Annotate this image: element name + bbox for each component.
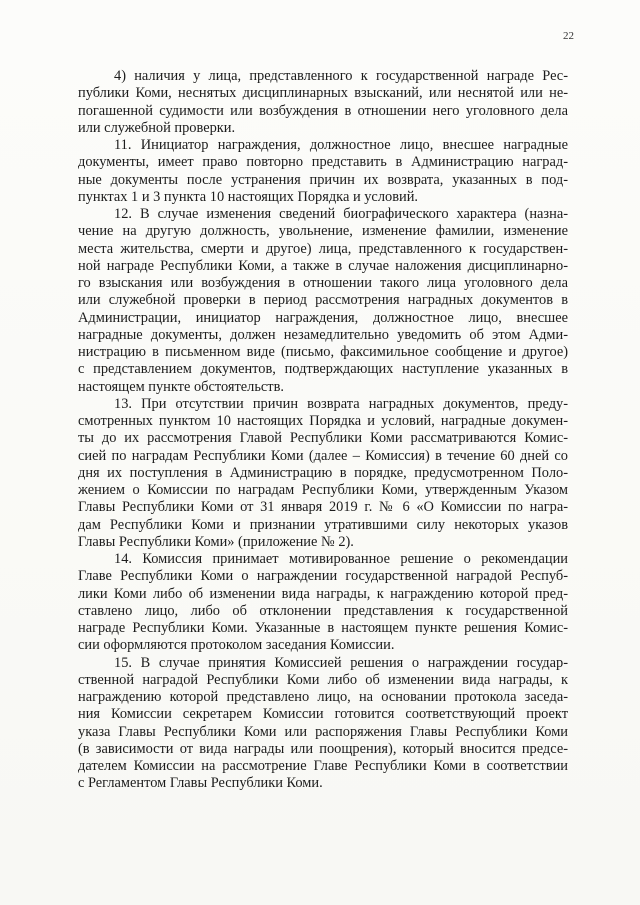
text-line: или служебной проверки. [78, 119, 236, 136]
text-line: сии оформляются протоколом заседания Комиссии. [78, 637, 395, 654]
text-line: смотренных пунктом 10 настоящих Порядка и условий, наградные докумен- [78, 413, 568, 429]
text-line: с Регламентом Главы Республики Коми. [78, 775, 323, 792]
text-line: Администрации, инициатор награждения, должностное лицо, внесшее [78, 309, 568, 326]
text-line: Главы Республики Коми от 31 января 2019 г. № 6 «О Комиссии по награ- [78, 499, 568, 516]
text-line: сией по наградам Республики Коми (далее – Комиссия) в течение 60 дней со [78, 447, 568, 464]
text-line: настоящем пункте обстоятельств. [78, 378, 284, 395]
text-line: указа Главы Республики Коми или распоряжения Главы Республики Коми [78, 723, 568, 740]
text-line: жением о Комиссии по наградам Республики Коми, утвержденным Указом [78, 482, 568, 498]
paragraph-first-line: 12. В случае изменения сведений биографического характера (назна- [114, 206, 568, 222]
paragraph-first-line: 13. При отсутствии причин возврата наградных документов, преду- [114, 395, 568, 412]
text-line: публики Коми, неснятых дисциплинарных взысканий, или неснятой или не- [78, 85, 568, 102]
text-line: документы, имеет право повторно представить в Администрацию наград- [78, 154, 568, 171]
text-line: с представлением документов, подтверждающих наступление указанных в [78, 361, 568, 378]
text-line: го взыскания или возбуждения в отношении такого лица уголовного дела [78, 275, 568, 291]
text-line: пунктах 1 и 3 пункта 10 настоящих Порядка и условий. [78, 188, 418, 205]
paragraph-first-line: 15. В случае принятия Комиссией решения о награждении государ- [114, 654, 568, 671]
text-line: ния Комиссии секретарем Комиссии готовится соответствующий проект [78, 706, 568, 723]
text-line: чение на другую должность, увольнение, изменение фамилии, изменение [78, 223, 568, 240]
text-line: награде Республики Коми. Указанные в настоящем пункте решения Комис- [78, 620, 568, 636]
text-line: или служебной проверки в период рассмотрения наградных документов в [78, 292, 568, 309]
text-line: награждению которой представлено лицо, на основании протокола заседа- [78, 689, 568, 705]
text-line: дателем Комиссии на рассмотрение Главе Республики Коми в соответствии [78, 758, 568, 774]
paragraph-first-line: 4) наличия у лица, представленного к государственной награде Рес- [114, 68, 568, 84]
text-line: Главе Республики Коми о награждении государственной наградой Респуб- [78, 568, 568, 585]
text-line: (в зависимости от вида награды или поощрения), который вносится предсе- [78, 740, 568, 757]
paragraph-first-line: 11. Инициатор награждения, должностное лицо, внесшее наградные [114, 137, 568, 153]
text-line: дня их поступления в Администрацию в порядке, предусмотренном Поло- [78, 464, 568, 481]
text-line: лики Коми либо об изменении вида награды, к награждению которой пред- [78, 585, 568, 602]
page-number: 22 [563, 30, 574, 42]
text-line: Главы Республики Коми» (приложение № 2). [78, 533, 354, 550]
text-line: наградные документы, должен незамедлительно уведомить об этом Адми- [78, 326, 568, 343]
text-line: ставлено лицо, либо об отклонении представления к государственной [78, 602, 568, 619]
text-line: ной награде Республики Коми, а также в случае наложения дисциплинарно- [78, 257, 568, 274]
text-line: ственной наградой Республики Коми либо об изменении вида награды, к [78, 671, 568, 688]
text-line: погашенной судимости или возбуждения в отношении него уголовного дела [78, 102, 568, 119]
text-line: дам Республики Коми и признании утратившими силу некоторых указов [78, 516, 568, 533]
text-line: места жительства, смерти и другое) лица, представленного к государствен- [78, 240, 568, 257]
text-line: нистрацию в письменном виде (письмо, факсимильное сообщение и другое) [78, 344, 568, 360]
text-line: ты до их рассмотрения Главой Республики Коми рассматриваются Комис- [78, 430, 568, 447]
text-line: ные документы после устранения причин их возврата, указанных в под- [78, 171, 568, 188]
document-body [78, 68, 568, 793]
paragraph-first-line: 14. Комиссия принимает мотивированное решение о рекомендации [114, 551, 568, 567]
